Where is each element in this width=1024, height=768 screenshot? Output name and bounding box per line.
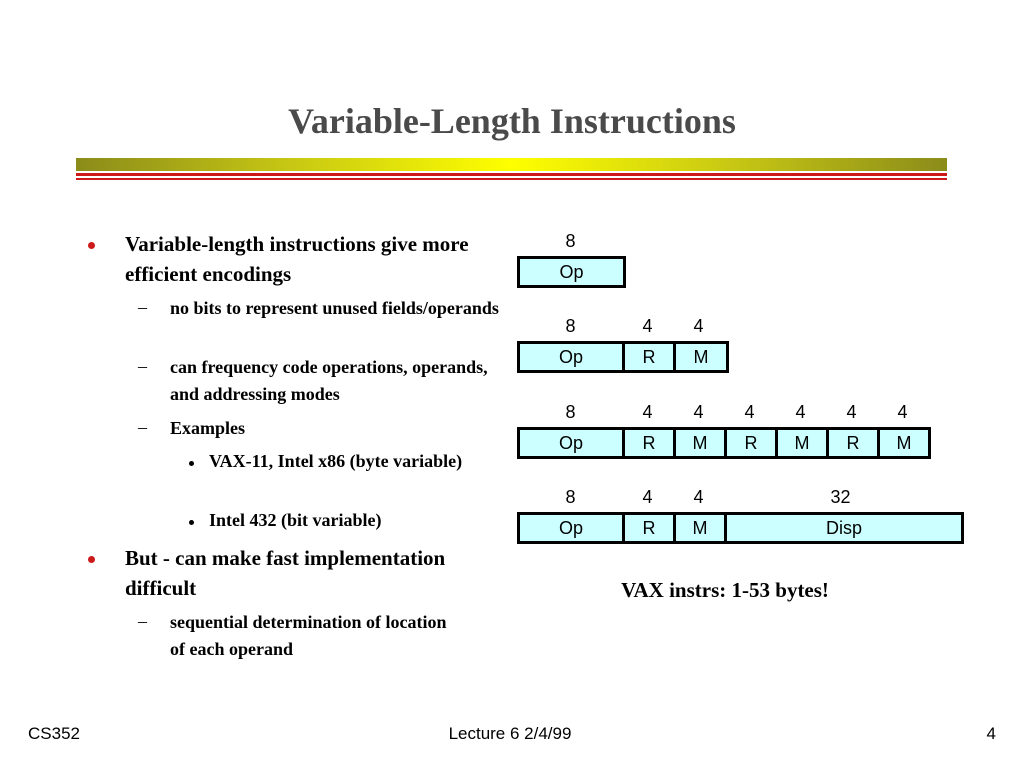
diagram-caption: VAX instrs: 1-53 bytes! [621, 578, 829, 602]
footer-course: CS352 [28, 724, 80, 743]
field-op: Op [520, 430, 625, 456]
format-row-1 [517, 256, 626, 288]
bit-width-label: 8 [565, 231, 576, 251]
example-intel-432: Intel 432 (bit variable) [209, 510, 382, 530]
field-r: R [625, 430, 676, 456]
footer-lecture: Lecture 6 2/4/99 [448, 724, 572, 743]
example-vax-x86: VAX-11, Intel x86 (byte variable) [209, 451, 463, 471]
bit-width-label: 4 [642, 402, 653, 422]
format-row-4 [517, 512, 964, 544]
slide-title: Variable-Length Instructions [288, 101, 736, 141]
bit-width-label: 4 [795, 402, 806, 422]
dash-marker: – [138, 356, 147, 376]
field-disp: Disp [727, 515, 961, 541]
sub-bullet-examples: Examples [170, 418, 246, 438]
bullet-2: But - can make fast implementation difficult [125, 546, 446, 600]
field-r: R [625, 515, 676, 541]
bit-width-label: 4 [693, 316, 704, 336]
bullet-dot [88, 242, 95, 249]
field-m: M [880, 430, 928, 456]
bit-width-label: 32 [830, 487, 851, 507]
sub-bullet-frequency-code: can frequency code operations, operands, and addressing modes [170, 357, 488, 404]
field-r: R [829, 430, 880, 456]
bit-width-label: 4 [744, 402, 755, 422]
bullet-list [0, 0, 500, 700]
format-row-2 [517, 341, 729, 373]
dash-marker: – [138, 611, 147, 631]
footer-page-number: 4 [986, 724, 996, 743]
field-op: Op [520, 259, 623, 285]
field-r: R [625, 344, 676, 370]
field-m: M [676, 344, 726, 370]
format-row-3 [517, 427, 931, 459]
field-op: Op [520, 515, 625, 541]
field-r: R [727, 430, 778, 456]
field-m: M [778, 430, 829, 456]
bit-width-label: 4 [693, 487, 704, 507]
bit-width-label: 8 [565, 316, 576, 336]
bullet-dot [88, 556, 95, 563]
field-m: M [676, 515, 727, 541]
bit-width-label: 4 [642, 487, 653, 507]
bit-width-label: 4 [846, 402, 857, 422]
sub-bullet-unused-fields: no bits to represent unused fields/operands [170, 298, 499, 318]
bit-width-label: 8 [565, 487, 576, 507]
sub-sub-bullet-dot [189, 520, 194, 525]
bit-width-label: 4 [693, 402, 704, 422]
bit-width-label: 4 [642, 316, 653, 336]
bit-width-label: 4 [897, 402, 908, 422]
dash-marker: – [138, 297, 147, 317]
sub-bullet-sequential: sequential determination of location of each operand [170, 612, 447, 659]
dash-marker: – [138, 417, 147, 437]
field-op: Op [520, 344, 625, 370]
sub-sub-bullet-dot [189, 461, 194, 466]
bullet-1: Variable-length instructions give more efficient encodings [125, 232, 469, 286]
bit-width-label: 8 [565, 402, 576, 422]
field-m: M [676, 430, 727, 456]
